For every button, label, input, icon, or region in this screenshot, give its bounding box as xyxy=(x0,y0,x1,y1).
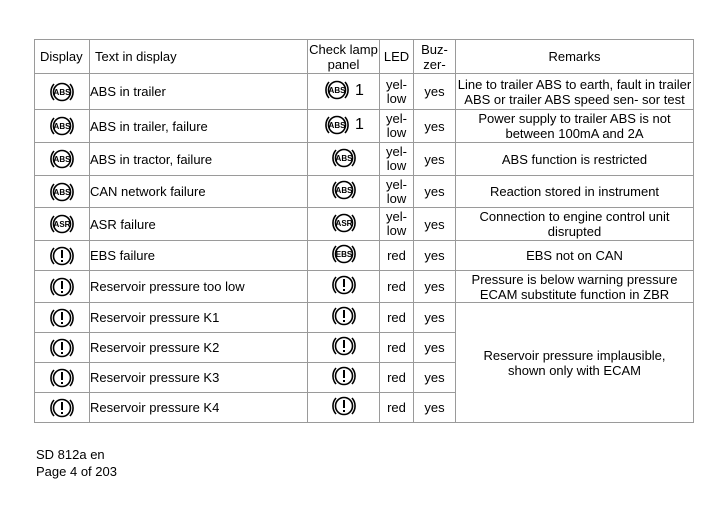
display-cell xyxy=(35,110,90,143)
display-text: Reservoir pressure K2 xyxy=(90,333,308,363)
table-header xyxy=(35,40,694,74)
abs-label: ABS xyxy=(328,120,346,130)
led-cell: yel- low xyxy=(380,208,414,241)
led-cell: red xyxy=(380,271,414,303)
ebs-label: EBS xyxy=(335,250,352,260)
warning-icon xyxy=(330,333,358,359)
lamp-cell xyxy=(308,110,380,143)
display-text: ASR failure xyxy=(90,208,308,241)
warning-icon xyxy=(330,393,358,419)
buzzer-cell: yes xyxy=(414,74,456,110)
display-text: Reservoir pressure too low xyxy=(90,271,308,303)
abs-icon xyxy=(330,177,358,203)
lamp-cell xyxy=(308,143,380,176)
page-number: Page 4 of 203 xyxy=(36,464,117,479)
abs-label: ABS xyxy=(335,153,352,163)
warning-icon xyxy=(48,395,76,421)
table-row xyxy=(35,143,694,176)
display-cell xyxy=(35,208,90,241)
lamp-number: 1 xyxy=(355,116,364,133)
warning-icon xyxy=(48,335,76,361)
header-lamp: Check lamp panel xyxy=(309,41,378,72)
display-text: ABS in trailer, failure xyxy=(90,110,308,143)
led-cell: red xyxy=(380,393,414,423)
lamp-cell xyxy=(308,333,380,363)
led-cell: red xyxy=(380,303,414,333)
display-text: Reservoir pressure K4 xyxy=(90,393,308,423)
header-buzzer: Buz- zer- xyxy=(414,40,456,74)
table-row xyxy=(35,74,694,110)
remark-cell: Connection to engine control unit disrupted xyxy=(456,208,694,241)
abs-icon xyxy=(330,145,358,171)
buzzer-cell: yes xyxy=(414,110,456,143)
header-display: Display xyxy=(35,40,90,74)
buzzer-cell: yes xyxy=(414,143,456,176)
abs-icon xyxy=(48,146,76,172)
led-cell: yel- low xyxy=(380,110,414,143)
abs-label: ABS xyxy=(335,186,352,196)
warning-icon xyxy=(330,303,358,329)
warning-icon xyxy=(330,272,358,298)
abs-label: ABS xyxy=(53,187,71,197)
abs-icon xyxy=(323,112,351,138)
table-row xyxy=(35,303,694,333)
remark-cell: Line to trailer ABS to earth, fault in trailer ABS or trailer ABS speed sen- sor test xyxy=(456,74,694,110)
header-led: LED xyxy=(380,40,414,74)
led-cell: yel- low xyxy=(380,74,414,110)
buzzer-cell: yes xyxy=(414,363,456,393)
display-text: Reservoir pressure K1 xyxy=(90,303,308,333)
asr-label: ASR xyxy=(335,218,352,228)
lamp-cell xyxy=(308,393,380,423)
display-text: CAN network failure xyxy=(90,176,308,208)
abs-icon xyxy=(48,79,76,105)
warning-icon xyxy=(48,365,76,391)
remark-cell: EBS not on CAN xyxy=(456,241,694,271)
buzzer-cell: yes xyxy=(414,176,456,208)
abs-icon xyxy=(48,113,76,139)
display-text: ABS in tractor, failure xyxy=(90,143,308,176)
abs-icon xyxy=(323,77,351,103)
abs-label: ABS xyxy=(53,122,71,132)
display-cell xyxy=(35,176,90,208)
led-cell: red xyxy=(380,241,414,271)
warning-icon xyxy=(330,363,358,389)
ebs-icon xyxy=(330,241,358,267)
table-row xyxy=(35,176,694,208)
display-text: EBS failure xyxy=(90,241,308,271)
lamp-cell xyxy=(308,241,380,271)
buzzer-cell: yes xyxy=(414,393,456,423)
buzzer-cell: yes xyxy=(414,303,456,333)
warning-icon xyxy=(48,305,76,331)
display-cell xyxy=(35,271,90,303)
asr-icon xyxy=(330,210,358,236)
table-row xyxy=(35,110,694,143)
buzzer-cell: yes xyxy=(414,333,456,363)
led-cell: yel- low xyxy=(380,176,414,208)
remark-cell: Reaction stored in instrument xyxy=(456,176,694,208)
display-cell xyxy=(35,74,90,110)
header-remarks: Remarks xyxy=(456,40,694,74)
warning-icon xyxy=(48,274,76,300)
display-cell xyxy=(35,143,90,176)
led-cell: yel- low xyxy=(380,143,414,176)
buzzer-cell: yes xyxy=(414,208,456,241)
remark-cell: Pressure is below warning pressure ECAM substitute function in ZBR xyxy=(456,271,694,303)
asr-label: ASR xyxy=(53,220,71,230)
buzzer-cell: yes xyxy=(414,241,456,271)
remark-cell: Power supply to trailer ABS is not between 100mA and 2A xyxy=(456,110,694,143)
lamp-number: 1 xyxy=(355,81,364,99)
asr-icon xyxy=(48,211,76,237)
merged-remark-cell: Reservoir pressure implausible, shown only with ECAM xyxy=(456,303,694,423)
lamp-cell xyxy=(308,271,380,303)
remark-cell: ABS function is restricted xyxy=(456,143,694,176)
header-text: Text in display xyxy=(90,40,308,74)
abs-label: ABS xyxy=(53,87,71,97)
footer xyxy=(36,446,117,480)
led-cell: red xyxy=(380,333,414,363)
display-text: ABS in trailer xyxy=(90,74,308,110)
table-row xyxy=(35,241,694,271)
abs-label: ABS xyxy=(328,86,346,96)
warning-icon xyxy=(48,243,76,269)
doc-id: SD 812a en xyxy=(36,447,105,462)
lamp-cell xyxy=(308,363,380,393)
display-cell xyxy=(35,333,90,363)
table-row xyxy=(35,208,694,241)
display-cell xyxy=(35,363,90,393)
abs-icon xyxy=(48,179,76,205)
buzzer-cell: yes xyxy=(414,271,456,303)
lamp-cell xyxy=(308,176,380,208)
led-cell: red xyxy=(380,363,414,393)
warning-table xyxy=(34,39,694,423)
lamp-cell xyxy=(308,303,380,333)
lamp-cell xyxy=(308,208,380,241)
abs-label: ABS xyxy=(53,155,71,165)
table-row xyxy=(35,271,694,303)
display-cell xyxy=(35,303,90,333)
display-cell xyxy=(35,393,90,423)
display-text: Reservoir pressure K3 xyxy=(90,363,308,393)
lamp-cell xyxy=(308,74,380,110)
display-cell xyxy=(35,241,90,271)
